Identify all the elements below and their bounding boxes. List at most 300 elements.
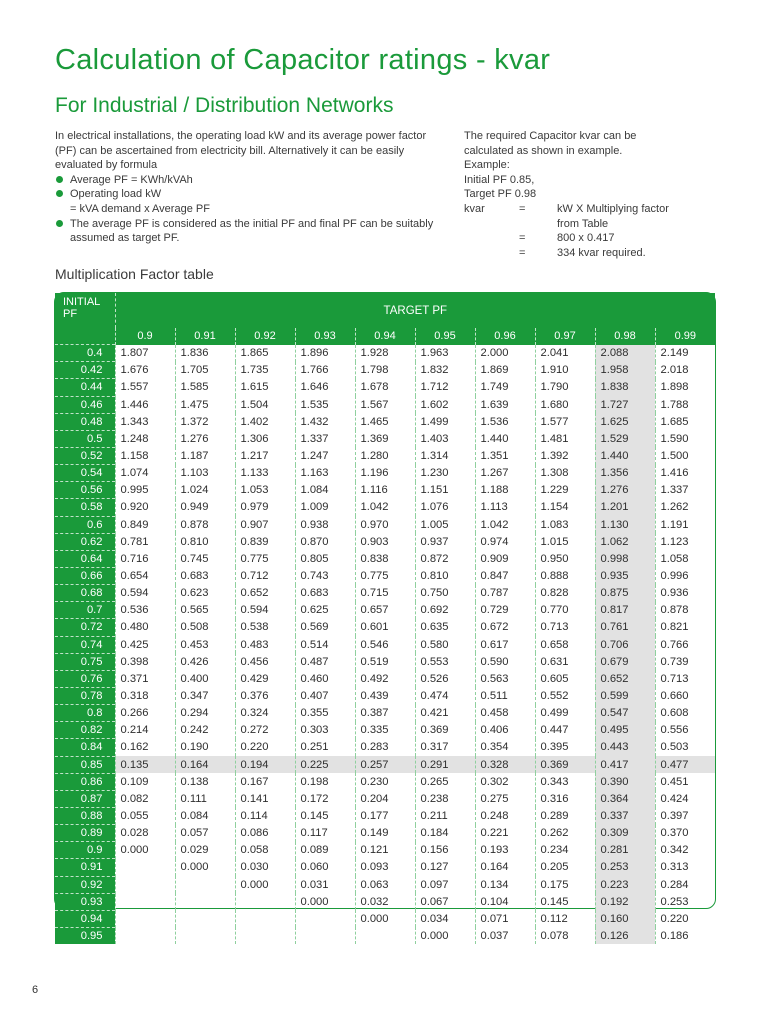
factor-cell: 0.060 [295,859,355,876]
factor-cell: 1.402 [235,413,295,430]
initial-pf-cell: 0.72 [55,619,115,636]
page-number: 6 [32,984,39,996]
factor-cell: 1.446 [115,396,175,413]
factor-cell: 0.251 [295,739,355,756]
factor-cell: 0.127 [415,859,475,876]
factor-cell: 0.514 [295,636,355,653]
factor-cell: 1.151 [415,482,475,499]
factor-cell: 1.262 [655,499,715,516]
factor-cell: 0.067 [415,893,475,910]
calc-value: 800 x 0.417 [557,232,615,245]
factor-cell: 0.335 [355,722,415,739]
factor-cell [295,910,355,927]
factor-cell: 1.440 [595,447,655,464]
factor-cell: 0.692 [415,602,475,619]
factor-cell: 0.238 [415,790,475,807]
factor-cell: 0.257 [355,756,415,773]
bullet-text: The average PF is considered as the initial PF and final PF can be suitably assumed as target PF. [70,217,434,245]
example-calc-row [464,231,724,246]
factor-cell: 0.821 [655,619,715,636]
factor-cell: 1.535 [295,396,355,413]
factor-cell: 0.302 [475,773,535,790]
factor-cell [355,927,415,944]
factor-cell: 1.337 [655,482,715,499]
factor-cell: 0.162 [115,739,175,756]
factor-cell: 0.743 [295,567,355,584]
factor-cell: 0.712 [235,567,295,584]
factor-cell: 0.397 [655,807,715,824]
factor-cell: 1.188 [475,482,535,499]
example-calc-row [464,217,724,232]
factor-cell: 0.878 [655,602,715,619]
factor-cell: 0.354 [475,739,535,756]
factor-cell: 1.615 [235,379,295,396]
target-pf-col-header: 0.91 [175,328,235,345]
factor-cell: 0.660 [655,687,715,704]
initial-pf-cell: 0.76 [55,670,115,687]
factor-cell: 0.715 [355,585,415,602]
factor-cell: 0.679 [595,653,655,670]
initial-pf-cell: 0.48 [55,413,115,430]
factor-cell: 0.508 [175,619,235,636]
factor-cell: 0.683 [175,567,235,584]
factor-cell: 0.086 [235,825,295,842]
factor-cell: 0.192 [595,893,655,910]
factor-cell: 1.432 [295,413,355,430]
calc-value: from Table [557,217,609,230]
factor-cell: 1.639 [475,396,535,413]
factor-cell [175,910,235,927]
factor-cell: 0.652 [235,585,295,602]
factor-cell [115,910,175,927]
example-box [464,129,724,260]
factor-cell: 1.838 [595,379,655,396]
factor-cell: 1.163 [295,465,355,482]
factor-cell: 0.230 [355,773,415,790]
factor-cell: 0.810 [415,567,475,584]
factor-cell: 1.133 [235,465,295,482]
factor-cell: 0.198 [295,773,355,790]
table-row [55,379,715,396]
factor-cell: 0.347 [175,687,235,704]
table-row [55,550,715,567]
factor-cell: 1.074 [115,465,175,482]
table-row [55,842,715,859]
factor-cell: 0.424 [655,790,715,807]
factor-cell: 2.041 [535,345,595,362]
factor-cell: 0.114 [235,807,295,824]
table-row [55,739,715,756]
bullet-dot-icon [56,176,63,183]
factor-cell: 1.276 [175,430,235,447]
bullet-text: Average PF = KWh/kVAh [70,173,193,186]
initial-pf-cell: 0.85 [55,756,115,773]
factor-cell: 0.565 [175,602,235,619]
factor-cell: 0.034 [415,910,475,927]
factor-cell: 0.828 [535,585,595,602]
table-row [55,345,715,362]
factor-cell: 0.536 [115,602,175,619]
factor-cell: 0.870 [295,533,355,550]
factor-cell: 0.553 [415,653,475,670]
table-row [55,396,715,413]
factor-cell: 0.172 [295,790,355,807]
factor-cell: 0.284 [655,876,715,893]
factor-cell [175,893,235,910]
multiplication-factor-table [55,293,715,944]
factor-cell: 0.324 [235,705,295,722]
factor-cell: 0.371 [115,670,175,687]
calc-value: kW X Multiplying factor [557,202,669,215]
initial-pf-cell: 0.66 [55,567,115,584]
factor-cell: 0.138 [175,773,235,790]
factor-cell: 0.167 [235,773,295,790]
table-body [55,345,715,944]
table-caption: Multiplication Factor table [55,266,214,282]
factor-cell: 0.164 [475,859,535,876]
factor-cell: 0.453 [175,636,235,653]
factor-cell: 0.400 [175,670,235,687]
initial-pf-cell: 0.62 [55,533,115,550]
example-calc-row [464,202,724,217]
initial-pf-cell: 0.93 [55,893,115,910]
factor-cell: 0.160 [595,910,655,927]
factor-cell: 1.590 [655,430,715,447]
factor-cell: 1.042 [475,516,535,533]
factor-cell: 0.950 [535,550,595,567]
factor-cell: 0.937 [415,533,475,550]
initial-pf-cell: 0.78 [55,687,115,704]
factor-cell: 0.417 [595,756,655,773]
factor-cell: 0.000 [175,859,235,876]
factor-cell: 0.770 [535,602,595,619]
factor-cell: 1.963 [415,345,475,362]
factor-cell: 0.683 [295,585,355,602]
factor-cell: 1.083 [535,516,595,533]
table-row [55,585,715,602]
factor-cell: 0.316 [535,790,595,807]
initial-pf-cell: 0.82 [55,722,115,739]
factor-cell: 0.398 [115,653,175,670]
factor-cell: 1.267 [475,465,535,482]
factor-cell [115,927,175,944]
table-row [55,807,715,824]
table-row [55,705,715,722]
target-pf-col-header: 0.93 [295,328,355,345]
factor-cell: 0.317 [415,739,475,756]
factor-cell: 0.000 [355,910,415,927]
bullet-text-continuation: = kVA demand x Average PF [70,202,210,215]
factor-cell: 0.563 [475,670,535,687]
factor-cell: 0.499 [535,705,595,722]
target-pf-header: TARGET PF [115,293,715,328]
factor-cell: 0.289 [535,807,595,824]
factor-cell: 0.135 [115,756,175,773]
factor-cell: 0.029 [175,842,235,859]
factor-cell: 1.351 [475,447,535,464]
table-row [55,619,715,636]
factor-cell: 0.875 [595,585,655,602]
factor-cell: 0.888 [535,567,595,584]
factor-cell: 1.403 [415,430,475,447]
initial-pf-cell: 0.68 [55,585,115,602]
factor-cell: 0.716 [115,550,175,567]
bullet-item [55,217,445,246]
factor-cell: 1.416 [655,465,715,482]
factor-cell: 1.356 [595,465,655,482]
page-title: Calculation of Capacitor ratings - kvar [55,44,551,76]
factor-cell: 0.903 [355,533,415,550]
factor-cell: 0.477 [655,756,715,773]
factor-cell: 0.220 [235,739,295,756]
table-row [55,876,715,893]
factor-cell: 0.149 [355,825,415,842]
factor-cell: 0.000 [295,893,355,910]
intro-bullet-list [55,173,445,246]
factor-cell: 0.395 [535,739,595,756]
table-row [55,670,715,687]
factor-cell: 0.145 [295,807,355,824]
factor-cell: 0.037 [475,927,535,944]
factor-cell: 1.084 [295,482,355,499]
factor-cell: 1.229 [535,482,595,499]
initial-pf-cell: 0.42 [55,362,115,379]
factor-cell: 1.230 [415,465,475,482]
intro-paragraph: In electrical installations, the operating load kW and its average power factor (PF) can be ascertained from electricity bill. Alternatively it can be easily evaluated by formula [55,130,427,172]
target-pf-col-header: 0.92 [235,328,295,345]
table-row [55,756,715,773]
example-calc-row [464,246,724,261]
factor-cell: 1.865 [235,345,295,362]
factor-cell: 1.343 [115,413,175,430]
factor-cell: 0.225 [295,756,355,773]
factor-cell: 0.057 [175,825,235,842]
initial-pf-cell: 0.94 [55,910,115,927]
factor-cell: 1.314 [415,447,475,464]
table-row [55,825,715,842]
initial-pf-cell: 0.64 [55,550,115,567]
factor-cell: 0.775 [355,567,415,584]
table-row [55,790,715,807]
factor-cell: 0.713 [655,670,715,687]
factor-cell: 0.601 [355,619,415,636]
factor-cell: 0.134 [475,876,535,893]
initial-pf-cell: 0.4 [55,345,115,362]
factor-cell [235,893,295,910]
factor-cell: 1.247 [295,447,355,464]
factor-cell: 1.103 [175,465,235,482]
calc-equals: = [519,202,526,215]
factor-cell: 1.928 [355,345,415,362]
factor-cell: 2.088 [595,345,655,362]
factor-cell [175,927,235,944]
factor-cell: 1.053 [235,482,295,499]
factor-cell: 1.024 [175,482,235,499]
table-row [55,910,715,927]
factor-cell: 1.500 [655,447,715,464]
table-row [55,447,715,464]
initial-pf-cell: 0.92 [55,876,115,893]
factor-cell: 1.832 [415,362,475,379]
factor-cell: 0.979 [235,499,295,516]
factor-cell: 0.810 [175,533,235,550]
factor-cell: 0.104 [475,893,535,910]
factor-cell: 1.005 [415,516,475,533]
factor-cell: 0.805 [295,550,355,567]
factor-cell: 0.474 [415,687,475,704]
factor-cell: 0.511 [475,687,535,704]
factor-cell: 0.058 [235,842,295,859]
factor-cell: 0.594 [115,585,175,602]
factor-cell: 0.625 [295,602,355,619]
factor-cell: 1.735 [235,362,295,379]
factor-cell: 0.425 [115,636,175,653]
factor-cell: 1.958 [595,362,655,379]
initial-pf-cell: 0.88 [55,807,115,824]
factor-cell: 1.116 [355,482,415,499]
factor-cell: 0.031 [295,876,355,893]
bullet-text: Operating load kW [70,188,162,201]
table-header-row [55,293,715,328]
factor-cell: 1.529 [595,430,655,447]
table-row [55,430,715,447]
factor-cell: 0.556 [655,722,715,739]
factor-cell: 1.217 [235,447,295,464]
factor-cell: 1.187 [175,447,235,464]
initial-pf-cell: 0.84 [55,739,115,756]
factor-cell: 0.817 [595,602,655,619]
factor-cell: 1.248 [115,430,175,447]
factor-cell: 0.281 [595,842,655,859]
target-pf-values-row [55,328,715,345]
factor-cell: 0.028 [115,825,175,842]
factor-cell: 0.204 [355,790,415,807]
factor-cell: 0.451 [655,773,715,790]
factor-cell: 0.175 [535,876,595,893]
factor-cell: 1.015 [535,533,595,550]
factor-cell: 0.126 [595,927,655,944]
factor-cell: 0.654 [115,567,175,584]
factor-cell: 0.071 [475,910,535,927]
factor-cell: 0.538 [235,619,295,636]
factor-cell: 1.504 [235,396,295,413]
factor-cell: 0.909 [475,550,535,567]
factor-cell: 0.658 [535,636,595,653]
factor-cell [175,876,235,893]
factor-cell: 1.680 [535,396,595,413]
table-row [55,516,715,533]
factor-cell: 0.996 [655,567,715,584]
factor-cell: 0.055 [115,807,175,824]
factor-cell: 0.220 [655,910,715,927]
factor-cell: 0.318 [115,687,175,704]
factor-cell: 0.995 [115,482,175,499]
factor-cell: 0.376 [235,687,295,704]
factor-cell: 0.920 [115,499,175,516]
table-row [55,362,715,379]
factor-cell [115,893,175,910]
initial-pf-cell: 0.74 [55,636,115,653]
initial-pf-cell: 0.7 [55,602,115,619]
initial-pf-cell: 0.91 [55,859,115,876]
initial-pf-cell: 0.54 [55,465,115,482]
factor-cell [115,876,175,893]
target-pf-col-header: 0.94 [355,328,415,345]
factor-cell: 0.974 [475,533,535,550]
factor-cell: 2.149 [655,345,715,362]
bullet-dot-icon [56,220,63,227]
factor-cell: 1.191 [655,516,715,533]
factor-cell: 0.480 [115,619,175,636]
factor-cell: 0.787 [475,585,535,602]
factor-cell: 0.739 [655,653,715,670]
multiplication-factor-table-container [54,292,716,942]
factor-cell: 1.766 [295,362,355,379]
factor-cell: 0.184 [415,825,475,842]
factor-cell: 0.631 [535,653,595,670]
factor-cell: 0.248 [475,807,535,824]
factor-cell: 1.481 [535,430,595,447]
factor-cell: 0.936 [655,585,715,602]
table-row [55,859,715,876]
initial-pf-cell: 0.46 [55,396,115,413]
factor-cell: 0.713 [535,619,595,636]
factor-cell: 0.443 [595,739,655,756]
bullet-dot-icon [56,190,63,197]
calc-key [464,246,519,261]
factor-cell: 1.280 [355,447,415,464]
table-row [55,499,715,516]
table-row [55,893,715,910]
factor-cell: 0.599 [595,687,655,704]
factor-cell: 0.283 [355,739,415,756]
factor-cell: 0.657 [355,602,415,619]
table-row [55,636,715,653]
factor-cell: 0.949 [175,499,235,516]
factor-cell [235,910,295,927]
factor-cell: 0.547 [595,705,655,722]
factor-cell: 0.492 [355,670,415,687]
factor-cell: 1.369 [355,430,415,447]
factor-cell: 0.313 [655,859,715,876]
factor-cell: 0.652 [595,670,655,687]
factor-cell: 0.253 [655,893,715,910]
factor-cell: 0.177 [355,807,415,824]
factor-cell: 0.745 [175,550,235,567]
target-pf-col-header: 0.95 [415,328,475,345]
factor-cell: 1.678 [355,379,415,396]
factor-cell: 0.369 [415,722,475,739]
factor-cell: 0.030 [235,859,295,876]
factor-cell: 0.998 [595,550,655,567]
factor-cell: 0.838 [355,550,415,567]
factor-cell: 1.372 [175,413,235,430]
factor-cell: 0.370 [655,825,715,842]
factor-cell: 0.156 [415,842,475,859]
factor-cell: 1.058 [655,550,715,567]
factor-cell: 1.475 [175,396,235,413]
factor-cell: 0.766 [655,636,715,653]
factor-cell: 0.328 [475,756,535,773]
factor-cell: 1.557 [115,379,175,396]
factor-cell: 1.705 [175,362,235,379]
factor-cell [115,859,175,876]
factor-cell: 1.577 [535,413,595,430]
factor-cell: 1.536 [475,413,535,430]
factor-cell: 0.605 [535,670,595,687]
factor-cell: 0.211 [415,807,475,824]
factor-cell [235,927,295,944]
